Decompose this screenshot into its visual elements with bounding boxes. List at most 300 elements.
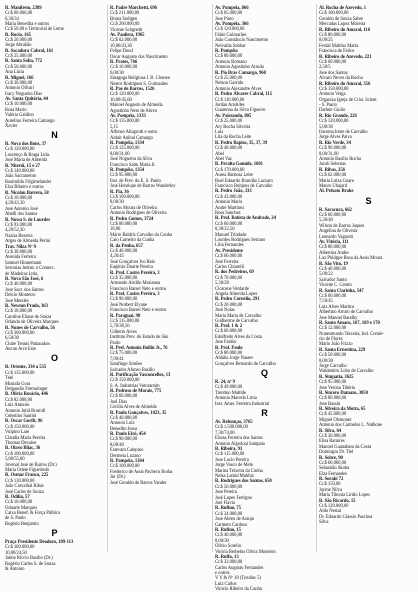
- entry-address: Benedito Jesus: [110, 426, 138, 432]
- entry-detail: Cr.$ 50.000,00: [319, 353, 347, 359]
- entry-address: Av. Vitória, 111: [319, 240, 349, 246]
- entry-address: R. Nova dos Bons, 37: [5, 142, 47, 148]
- entry-address: 8,30/22,50: [215, 227, 235, 233]
- entry-address: Avenida Ferreira: [5, 255, 36, 261]
- entry-detail: Cr.$ 50.000,00: [215, 484, 243, 490]
- entry-address: R. São Ricardo, 15: [319, 498, 356, 504]
- entry-address: Aurelino Ferreira Camargo: [5, 118, 55, 124]
- listing-entry: [110, 292, 209, 303]
- entry-address: Av. Santa Quitéria, 44: [5, 97, 48, 103]
- entry-detail: Silva: [319, 520, 329, 525]
- section-letter-header: O: [50, 353, 58, 364]
- entry-address: Lourenço & Braga Ltda.: [5, 152, 50, 158]
- entry-address: Marina Teixeira da Cunha: [215, 468, 263, 474]
- entry-address: Oscar Augusto dos Nascimento: [110, 54, 168, 60]
- entry-detail: Cr.$ 100.000,00: [110, 194, 140, 200]
- listing-entry: [110, 314, 209, 325]
- entry-address: R. Prof. Castro Pereira, 3: [110, 292, 160, 298]
- entry-address: Av. Pompéia, 866: [215, 6, 249, 11]
- entry-address: Jose Lucio Pereira: [215, 457, 249, 463]
- listing-entry: [5, 540, 104, 551]
- entry-address: R. Manifesto, 2389: [5, 6, 42, 11]
- listing-entry: [215, 216, 314, 227]
- entry-address: Elisa Ramires: [319, 439, 345, 445]
- listing-entry: [215, 479, 314, 490]
- entry-address: Jose Sacr. dos Santos: [5, 287, 44, 293]
- listing-entry: [215, 380, 314, 391]
- entry-address: Claudia Maria Pereira: [5, 435, 46, 441]
- entry-address: Angelina de Oliveira: [319, 229, 358, 235]
- entry-detail: Cr.$ 10.000,00: [110, 65, 138, 71]
- entry-detail: Cr.$ 120.000,00: [215, 27, 245, 33]
- entry-detail: Cr.$ 110.000,00: [215, 97, 245, 103]
- entry-address: R. Ribeiro do Amaral, 116: [319, 27, 371, 33]
- entry-address: Argos de Almeida Perini: [5, 239, 51, 245]
- entry-address: Av. Pompéia, 1333: [110, 114, 146, 119]
- listing-entry: [110, 271, 209, 282]
- entry-address: Clube Tennis Pattanakos: [5, 341, 51, 347]
- entry-detail: Cr.$ 80.000,00: [319, 32, 347, 38]
- entry-address: Abel: [215, 151, 224, 157]
- entry-address: 8,00/30: [110, 200, 124, 206]
- entry-address: Nunesmundo Teixeira, Ind. Comér-: [319, 331, 384, 337]
- listing-entry: [215, 92, 314, 103]
- listing-entry: [319, 168, 418, 179]
- entry-address: Trav. Nilza Nº 9: [5, 244, 36, 250]
- entry-address: José Carlos de Souza: [5, 489, 44, 495]
- entry-detail: Cr.$ 170.000,00: [215, 167, 245, 173]
- entry-address: R. Pref. Antonio Bollin Jr., 76: [110, 345, 168, 351]
- entry-address: R. Paulo Eiró, 454: [110, 432, 146, 438]
- listing-entry: [110, 141, 209, 152]
- entry-address: Nelsa Lamid Mahfuz: [215, 473, 254, 479]
- entry-address: Carlos Augusto Fernandes: [215, 565, 264, 571]
- entry-address: R. Sobre, 90: [319, 455, 343, 461]
- entry-address: Lourdes Rodrigues Serrano: [215, 237, 266, 243]
- entry-address: Antonio Agostinho Arruda: [215, 65, 264, 71]
- entry-address: Antonio Algodoal Sampaio: [215, 441, 266, 447]
- entry-address: 8,00/25: [319, 38, 333, 44]
- entry-address: 8,00/30: [215, 538, 229, 544]
- listing-entry: [110, 114, 209, 125]
- listing-entry: [319, 348, 418, 359]
- listing-entry: [319, 375, 418, 386]
- listing-entry: [215, 566, 314, 577]
- entry-detail: Cr.$ 60.000,00: [319, 293, 347, 299]
- listing-entry: [319, 499, 418, 510]
- entry-address: Oduarte Marques: [5, 505, 37, 511]
- entry-detail: Cr.$ 90.000,00: [319, 146, 347, 152]
- entry-address: Angela Almeida Lopes: [215, 291, 258, 297]
- listing-entry: [110, 33, 209, 44]
- entry-detail: Cr.$ 60.000,00: [319, 212, 347, 218]
- entry-address: R. dos Pedreiros, 69: [215, 270, 254, 276]
- listing-entry: [319, 208, 418, 219]
- entry-address: Felipe Dood: [110, 49, 133, 55]
- entry-address: R. Nunes de Carvalho, 56: [5, 325, 55, 331]
- entry-address: Jose dos Santos: [319, 70, 348, 76]
- entry-detail: Cr.$ 80.000,00: [319, 245, 347, 251]
- entry-address: Waldemiro Lobo de Carvalho: [319, 369, 374, 375]
- entry-address: Av. Paissandu, 805: [215, 113, 252, 119]
- entry-address: Mauro Ubajard: [319, 183, 348, 189]
- entry-address: R. Santa Sofia, 772: [5, 59, 42, 65]
- listing-entry: [5, 392, 104, 403]
- entry-address: R. Rodrigues dos Santos, 650: [215, 479, 272, 485]
- entry-address: R. Ribeiro do Amaral, 356: [319, 81, 371, 87]
- entry-detail: Cr.$ 45.000,00: [319, 412, 347, 418]
- listing-entry: [5, 164, 104, 175]
- entry-address: Antonio dos Carmelos L. Nalbone: [319, 423, 382, 429]
- listing-entry: [5, 245, 104, 256]
- entry-address: R. Pompéia: [215, 49, 238, 55]
- listing-entry: [319, 445, 418, 456]
- entry-address: Gonçalves Bernardo de Carvalho: [215, 361, 276, 367]
- entry-address: Aldair Anibal Camargo: [110, 135, 153, 141]
- entry-detail: Cr.$ 60.000,00: [215, 221, 243, 227]
- entry-address: Cecília Alves de Almeida: [110, 405, 157, 411]
- entry-detail: Cr.$ 120.000,00: [319, 503, 349, 509]
- entry-address: Alvaro Neves da Rocha: [319, 76, 363, 82]
- entry-detail: Cr.$ 1.500.000,00: [215, 425, 248, 431]
- listing-entry: [319, 240, 418, 251]
- entry-address: Francisco Salm Maria Jr.: [110, 162, 156, 168]
- entry-address: 10,80/43,30: [110, 43, 132, 49]
- entry-address: Samuel Hinnemann: [5, 260, 42, 266]
- entry-address: R. Pompéia, 1354: [110, 168, 145, 173]
- entry-detail: Cr.$ 80.000,00: [110, 221, 138, 227]
- listing-entry: [215, 447, 314, 458]
- listing-entry: [215, 402, 314, 407]
- listing-entry: [319, 407, 418, 418]
- listing-entry: [319, 391, 418, 402]
- listing-entry: [5, 473, 104, 484]
- entry-address: Miguel Olsmoner: [319, 417, 352, 423]
- entry-address: Albertino Arturo de Carvalho: [319, 310, 373, 316]
- entry-address: Av. Pompéia, 366: [215, 22, 249, 28]
- listing-entry: [5, 266, 104, 277]
- section-letter-header: R: [261, 407, 268, 418]
- entry-address: Maria Odete Figueiredo: [5, 467, 49, 473]
- section-letter-header: Q: [260, 368, 268, 379]
- entry-detail: Guilherme de Carvalho: [215, 318, 258, 324]
- entry-address: Sebastião Skoba: [319, 466, 350, 472]
- entry-address: Albertina Andes: [319, 250, 349, 256]
- entry-detail: Cr.$ 40.000,00: [319, 266, 347, 272]
- listing-entry: [215, 49, 314, 60]
- entry-address: R. Simpatia, 3625: [319, 374, 354, 380]
- entry-address: Rosa Mario: [5, 107, 27, 113]
- listing-entry: [319, 429, 418, 440]
- entry-address: Aldália Jorge Nasser: [215, 356, 253, 362]
- entry-address: Maria Benedita e outros: [5, 21, 50, 27]
- listing-column-2: [110, 6, 209, 550]
- entry-address: R. da Penha, 657: [110, 243, 143, 249]
- entry-address: R. Pompéia, 1364: [110, 459, 145, 465]
- entry-address: Maria Marta de Carvalho: [215, 313, 262, 319]
- entry-address: Fábio Guimarães: [215, 32, 247, 38]
- entry-address: Vicente Schgnetti: [110, 27, 143, 33]
- listing-entry: [319, 141, 418, 152]
- entry-address: R. Rocio, 165: [5, 32, 31, 38]
- entry-address: Antonio Mario: [215, 200, 243, 206]
- entry-address: Cr.$ 260.000,00: [110, 22, 140, 28]
- entry-address: Al. Peixoto Brake: [319, 189, 354, 195]
- entry-address: Inst. Amer. Ferreira Industrial: [215, 401, 270, 407]
- entry-detail: Cr.$ 18.000,00: [5, 309, 33, 315]
- entry-address: R. Miguel, 166: [5, 75, 34, 81]
- listing-entry: [5, 76, 104, 87]
- listing-entry: [5, 49, 104, 60]
- entry-address: José Ferreira: [215, 259, 239, 265]
- entry-address: Jose Pereira: [215, 490, 237, 496]
- entry-address: Armando Aridilo Marianna: [110, 281, 161, 287]
- entry-address: R. Prof. Castro Pereira, 3: [110, 270, 160, 276]
- entry-address: Mario João Frizzo: [319, 342, 353, 348]
- entry-address: 5,30/28: [215, 281, 229, 287]
- entry-address: Antonio Olivari: [5, 86, 35, 92]
- entry-address: Mercadas Lopez Moreira: [319, 22, 366, 28]
- listing-entry: [110, 389, 209, 400]
- entry-address: 5,00/55,00: [5, 457, 25, 463]
- entry-address: R. Paulo Gonçalves, 1023, 35: [110, 410, 167, 416]
- entry-detail: Cr.$ 115.000,00: [110, 318, 140, 324]
- listing-entry: [215, 189, 314, 200]
- entry-address: R. Rio Verde, 34: [319, 140, 351, 146]
- entry-address: Praça Presidente Deodoro, 109-113: [5, 540, 74, 545]
- entry-detail: Cr.$ 25.000,00: [215, 119, 243, 125]
- entry-address: Rosa Sanchez: [215, 210, 241, 216]
- entry-address: Iracema Irene de Carvalho: [319, 129, 368, 135]
- entry-address: 8,00/31,00: [110, 151, 130, 157]
- listing-entry: [110, 168, 209, 179]
- entry-address: Salvador Afonso Basílio: [110, 367, 155, 373]
- entry-detail: Cr.$ 60.000,00: [110, 394, 138, 400]
- entry-address: Dr. Eduardo Glassio Paschoa: [319, 514, 373, 520]
- entry-address: Ana Lúcia: [5, 70, 25, 76]
- entry-address: João Carvalhal Ribas: [5, 484, 44, 490]
- entry-address: 8,00/38: [319, 358, 333, 364]
- entry-address: 5,00/30: [319, 124, 333, 130]
- entry-address: R. Sacadura Cabral, 161: [5, 48, 54, 54]
- entry-detail: - S. Paulo: [319, 102, 337, 108]
- entry-address: R. Odilia, 57: [5, 494, 30, 500]
- listing-entry: [110, 244, 209, 255]
- listing-entry: [215, 528, 314, 539]
- listing-entry: [110, 346, 209, 357]
- listing-entry: [5, 119, 104, 130]
- entry-address: 2,50/5: [319, 65, 331, 71]
- listing-entry: [319, 289, 418, 300]
- entry-detail: Cr.$ 62.000,00: [110, 38, 138, 44]
- listing-entry: [215, 587, 314, 592]
- entry-address: Carlos Moura de Oliveira: [110, 205, 157, 211]
- entry-address: Antonio Veiga: [319, 92, 346, 98]
- entry-address: Jose Bassin: [319, 401, 341, 407]
- entry-detail: Cr.$ 60.000,00: [319, 460, 347, 466]
- listing-entry: [215, 270, 314, 281]
- entry-address: 5,30/40: [319, 218, 333, 224]
- entry-detail: Cr.$ 34.000,00: [215, 511, 243, 517]
- entry-address: Iracy Nogueira Dias: [5, 91, 43, 97]
- entry-address: Caroline Eliane de Souza: [5, 314, 52, 320]
- entry-address: Lilia Fernandes: [215, 243, 244, 249]
- entry-address: Luiz Antonio: [5, 403, 30, 409]
- entry-address: R. Pedro João, 333: [215, 189, 252, 195]
- entry-detail: Cr.$ 90.000,00: [110, 437, 138, 443]
- entry-detail: Cr.$ 40.000,00: [215, 146, 243, 152]
- entry-detail: Cr.$ 49.000,00: [215, 385, 243, 391]
- listing-entry: [215, 141, 314, 152]
- entry-detail: Cr.$ 60.000,00: [215, 329, 243, 335]
- entry-detail: Cr.$ 150.000,00: [110, 378, 140, 384]
- listing-entry: [5, 347, 104, 352]
- entry-address: Jose Pinto: [215, 16, 234, 22]
- listing-entry: [215, 162, 314, 173]
- entry-address: Lila da Rocha Leite: [215, 135, 252, 141]
- listing-entry: [215, 506, 314, 517]
- entry-address: & Antonio: [5, 567, 25, 572]
- listing-entry: [215, 314, 314, 325]
- entry-address: Luz Philippe Rosa da Assis Moura: [319, 256, 383, 262]
- entry-address: 10,00/24,50: [5, 550, 27, 556]
- entry-detail: Xavier: [5, 123, 18, 129]
- entry-address: Carmem Cardoso: [215, 522, 248, 528]
- entry-detail: Cr.$ 80.000,00: [215, 351, 243, 356]
- listing-entry: [5, 6, 104, 22]
- entry-detail: Cr.$ 150,00: [319, 482, 341, 488]
- entry-detail: Cr.$ 82.000,00: [5, 397, 33, 403]
- entry-address: Caixa Benef. & Força Pública: [5, 511, 60, 517]
- listing-entry: [5, 511, 104, 522]
- entry-detail: Cr.$ 80.000,00: [215, 54, 243, 60]
- entry-address: Aldo Nestal: [319, 509, 341, 515]
- entry-address: R. Padre Marchetti, 696: [110, 6, 157, 11]
- entry-detail: Cr.$ 130.000,00: [5, 478, 35, 484]
- entry-detail: Cr.$ 50.000,00: [5, 64, 33, 70]
- entry-address: José Norbert Elyane: [110, 302, 148, 308]
- entry-address: Clorcene Verdarde: [215, 286, 250, 292]
- entry-address: Dermeia Lozano: [110, 453, 141, 459]
- entry-address: Antonio Luiz: [110, 421, 135, 427]
- entry-address: Joel Flavio: [215, 500, 236, 506]
- entry-address: R. Santo Amaro, 167, 169 e 170: [319, 321, 380, 327]
- entry-detail: Cr.$ 80.000,00: [319, 396, 347, 402]
- entry-detail: Jnr (Dr.): [110, 475, 126, 481]
- entry-detail: Cr.$ 30.000,00: [5, 80, 33, 86]
- listing-entry: [319, 55, 418, 66]
- entry-address: R. Soraki 72: [319, 477, 344, 483]
- entry-detail: Cr.$ 60.000,00: [319, 59, 347, 65]
- entry-detail: Cr.$ 10.000,00: [5, 500, 33, 506]
- entry-address: 6,00/30: [110, 70, 124, 76]
- listing-entry: [110, 470, 209, 481]
- listing-entry: [319, 262, 418, 273]
- entry-address: Jorge Carvalho: [319, 364, 347, 369]
- entry-detail: Cr.$ 100.000,00: [5, 545, 35, 551]
- entry-address: R. Pedroso de Morais, 775: [110, 389, 162, 395]
- entry-detail: Cr.$ 50,00 e Territorial de Leme: [5, 27, 64, 33]
- entry-address: R. Ruffo, 13: [215, 554, 239, 560]
- entry-address: José Henrique de Barros Wanderley: [110, 184, 176, 190]
- entry-address: Eugênio Duarte Pereira: [110, 265, 153, 271]
- entry-address: R. Purificação Vasconcellos, 13: [110, 372, 171, 378]
- entry-address: R. Ribeira, 93: [215, 446, 243, 452]
- entry-detail: Cr.$ 150.000,00: [5, 424, 35, 430]
- entry-address: R. Pedro Gomes, 3724: [110, 216, 154, 222]
- entry-address: Maria Luiza Guaro: [319, 178, 355, 184]
- entry-address: Luiz Alves Martins: [319, 304, 355, 310]
- entry-detail: Domingos Dr. Tiel: [319, 450, 354, 456]
- entry-address: Antonio Basílio Rocha: [319, 156, 361, 162]
- entry-address: R. Pompéia, 1334: [110, 141, 145, 146]
- listing-entry: [215, 324, 314, 335]
- entry-address: Celestino Santini: [5, 413, 37, 419]
- listing-entry: [319, 456, 418, 467]
- listing-entry: [215, 6, 314, 17]
- entry-address: Sarafinge Simões: [110, 362, 143, 368]
- listing-column-4: [319, 6, 418, 550]
- listing-entry: [5, 522, 104, 527]
- entry-address: R. Olivia Rosário, 446: [5, 392, 49, 398]
- entry-address: Darlete Giulio: [319, 108, 346, 114]
- entry-detail: Cr.$ 40.000,00: [110, 248, 138, 254]
- entry-address: R. São Vito, 19: [319, 261, 348, 267]
- entry-address: 7,50/45: [319, 299, 333, 305]
- entry-address: R. Oriente, 334 a 535: [5, 365, 47, 371]
- entry-detail: Cr.$ 25.000,00: [215, 75, 243, 81]
- entry-address: Elza Fernandes: [319, 471, 348, 477]
- entry-address: R. Rufino, 15: [215, 527, 241, 533]
- entry-detail: Cr.$ 12.000,00: [319, 326, 347, 332]
- entry-address: Jayme Nilva: [319, 487, 343, 493]
- entry-address: 10,00: [110, 227, 121, 233]
- listing-entry: [5, 191, 104, 202]
- entry-address: Maria Tibonia Lirdio Lopes: [319, 493, 370, 499]
- entry-detail: Cr.$ 38.000,00: [5, 250, 33, 255]
- listing-entry: [215, 249, 314, 260]
- listing-entry: [110, 459, 209, 470]
- entry-address: R. Pedro Bapiso, 35, 37, 39: [215, 140, 268, 146]
- entry-address: Jose Mendes: [5, 298, 29, 304]
- entry-address: Trentino Matilde: [215, 390, 246, 396]
- entry-address: R. Santa Clarinha, 547: [319, 288, 364, 294]
- entry-address: Antonio Rodrigues de Oliveira: [110, 211, 167, 217]
- listing-entry: [319, 28, 418, 39]
- entry-address: R. 24, nº 9: [215, 380, 235, 386]
- listing-entry: [5, 419, 104, 430]
- entry-address: R. Prof. 1 & 2: [215, 324, 243, 330]
- entry-detail: Cr.$ 35.000,00: [110, 275, 138, 281]
- entry-address: José Geraldo de Barros Vander: [110, 480, 167, 486]
- entry-address: Delgaudio Fremaringer: [5, 386, 48, 392]
- listing-entry: [110, 190, 209, 201]
- listing-entry: [215, 362, 314, 367]
- entry-address: 7,00/41: [110, 356, 124, 362]
- entry-detail: Cr.$ 120.000,00: [110, 92, 140, 98]
- entry-address: Salvador Santo: [319, 277, 347, 283]
- listing-entry: [110, 411, 209, 422]
- listing-entry: [319, 6, 418, 17]
- entry-address: Abel Vaz: [215, 156, 232, 162]
- entry-address: R. Osmar Franco, 225: [5, 473, 49, 479]
- listing-entry: [215, 420, 314, 431]
- entry-address: Vinicio Ribeiro da Cunha: [215, 587, 262, 592]
- entry-detail: Cr.$ 95.000,00: [319, 380, 347, 386]
- listing-entry: [215, 346, 314, 357]
- listing-entry: [319, 82, 418, 93]
- entry-address: 8,00/31,60: [319, 151, 339, 157]
